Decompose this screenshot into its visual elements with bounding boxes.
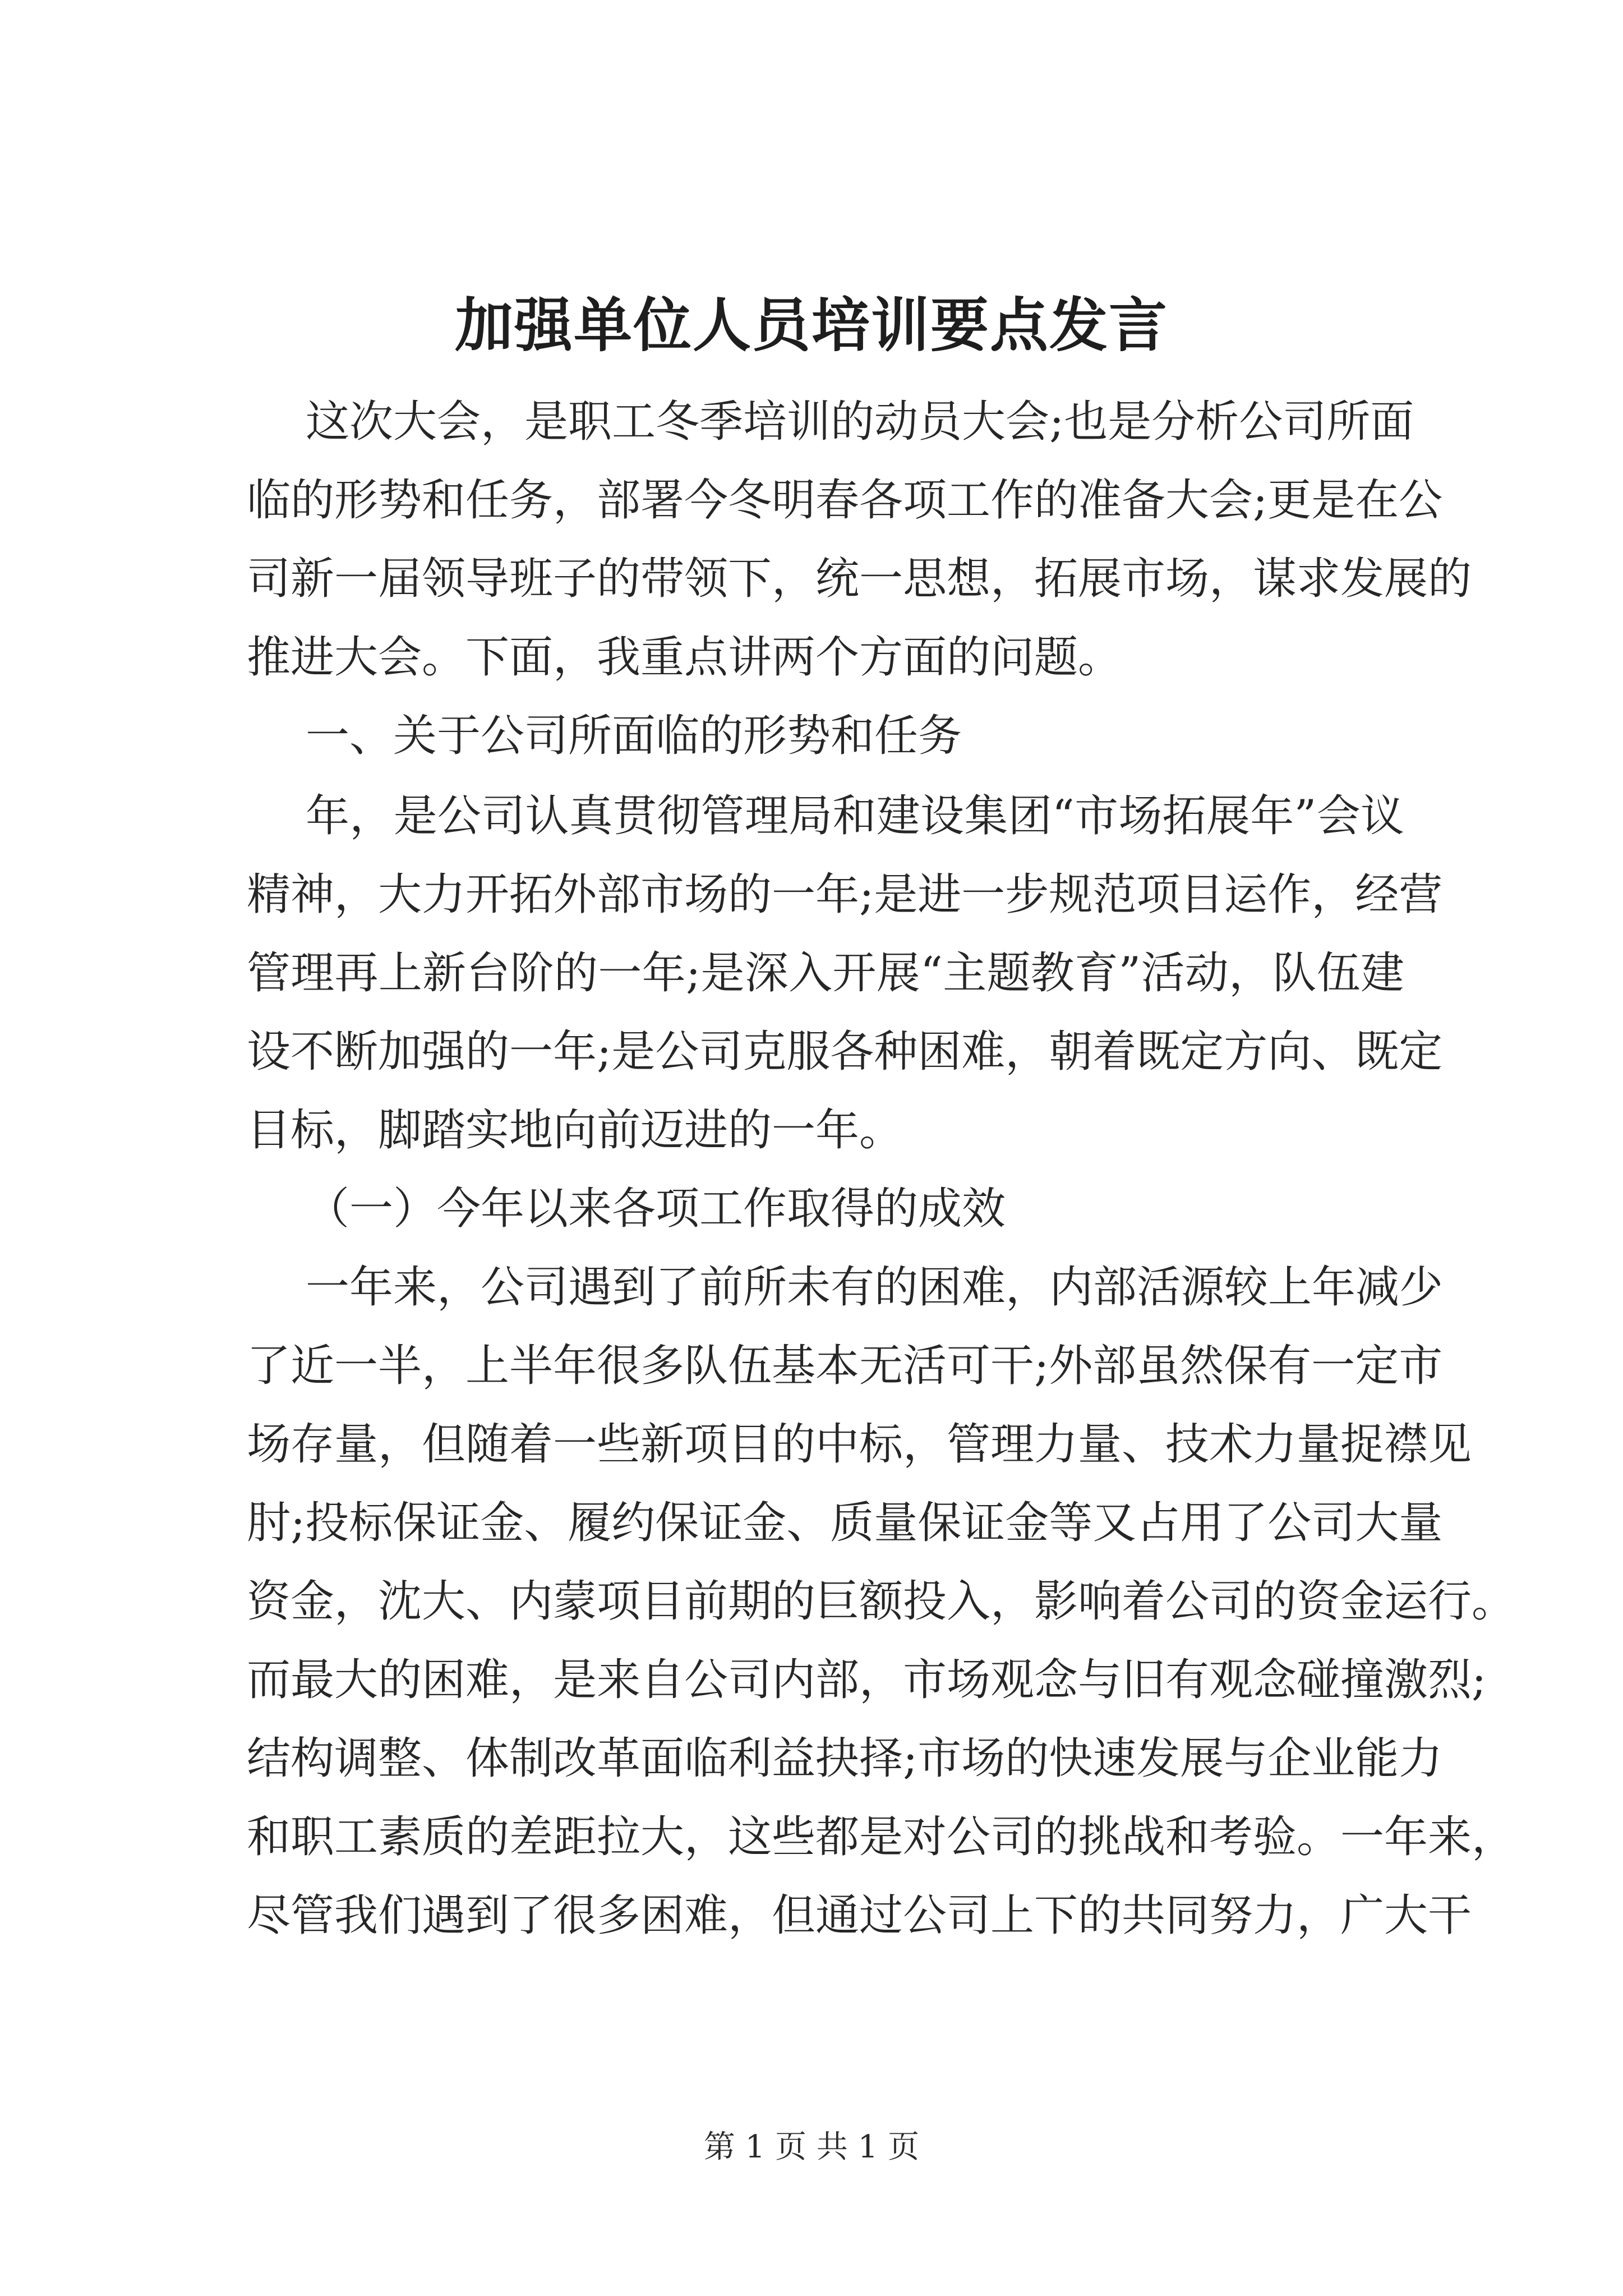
section-heading: 一、关于公司所面临的形势和任务 [306,711,962,761]
paragraph-line: 肘;投标保证金、履约保证金、质量保证金等又占用了公司大量 [247,1498,1443,1548]
paragraph-line: 这次大会，是职工冬季培训的动员大会;也是分析公司所面 [306,397,1414,447]
paragraph-line: 场存量，但随着一些新项目的中标，管理力量、技术力量捉襟见 [247,1419,1472,1470]
document-title: 加强单位人员培训要点发言 [454,291,1168,360]
subsection-heading: （一）今年以来各项工作取得的成效 [306,1184,1006,1234]
paragraph-line: 推进大会。下面，我重点讲两个方面的问题。 [247,632,1122,683]
paragraph-line: 司新一届领导班子的带领下，统一思想，拓展市场，谋求发展的 [247,554,1472,604]
paragraph-line: 资金，沈大、内蒙项目前期的巨额投入，影响着公司的资金运行。 [247,1576,1516,1627]
paragraph-line: 和职工素质的差距拉大，这些都是对公司的挑战和考验。一年来， [247,1812,1516,1862]
paragraph-line: 尽管我们遇到了很多困难，但通过公司上下的共同努力，广大干 [247,1890,1472,1941]
paragraph-line: 结构调整、体制改革面临利益抉择;市场的快速发展与企业能力 [247,1733,1443,1784]
paragraph-line: 临的形势和任务，部署今冬明春各项工作的准备大会;更是在公 [247,475,1443,526]
paragraph-line: 目标，脚踏实地向前迈进的一年。 [247,1105,903,1156]
paragraph-line: 一年来，公司遇到了前所未有的困难，内部活源较上年减少 [306,1262,1444,1313]
page-number-footer: 第 1 页 共 1 页 [703,2129,920,2165]
paragraph-line: 设不断加强的一年;是公司克服各种困难，朝着既定方向、既定 [247,1027,1443,1077]
paragraph-line: 精神，大力开拓外部市场的一年;是进一步规范项目运作，经营 [247,869,1443,920]
paragraph-line: 了近一半，上半年很多队伍基本无活可干;外部虽然保有一定市 [247,1341,1443,1391]
paragraph-line: 年，是公司认真贯彻管理局和建设集团“市场拓展年”会议 [306,791,1404,841]
paragraph-line: 管理再上新台阶的一年;是深入开展“主题教育”活动，队伍建 [247,948,1404,999]
paragraph-line: 而最大的困难，是来自公司内部，市场观念与旧有观念碰撞激烈; [247,1655,1487,1705]
